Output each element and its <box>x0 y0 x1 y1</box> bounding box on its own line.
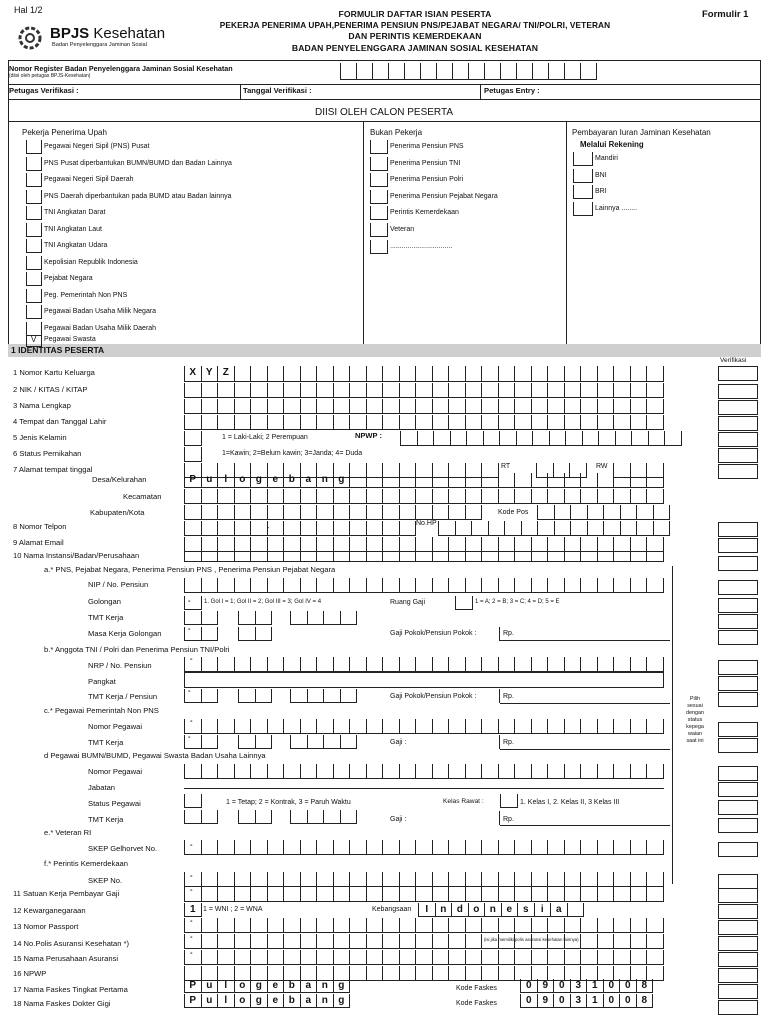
nomor-d-cells[interactable] <box>184 764 664 779</box>
verifikasi-box[interactable] <box>718 842 758 857</box>
verifikasi-box[interactable] <box>718 614 758 629</box>
pay-option-2: BNI <box>595 172 607 179</box>
bpjs-logo <box>18 26 42 50</box>
rt-label: RT <box>501 463 511 470</box>
checkbox-pay-3[interactable] <box>573 185 593 199</box>
skep-f-cells[interactable] <box>184 872 664 887</box>
sub-e-title: e.* Veteran RI <box>44 828 92 837</box>
ttl-cells[interactable] <box>184 415 664 430</box>
ppu-option-13: Pegawai Swasta <box>44 336 96 343</box>
field-asuransi: 15 Nama Perusahaan Asuransi <box>13 954 119 963</box>
checkbox-ppu-5[interactable] <box>26 206 42 220</box>
masa-label: Masa Kerja Golongan <box>88 629 162 638</box>
verifikasi-box[interactable] <box>718 738 758 753</box>
verifikasi-box[interactable] <box>718 722 758 737</box>
verifikasi-box[interactable] <box>718 800 758 815</box>
field-nik: 2 NIK / KITAS / KITAP <box>13 385 88 394</box>
diisi-oleh-label: DIISI OLEH CALON PESERTA <box>314 107 453 118</box>
telp-dash: - <box>267 523 270 532</box>
kebangsaan-cells[interactable]: I n d o n e s i a <box>418 903 584 917</box>
sp-note: 1=Kawin; 2=Belum kawin; 3=Janda; 4= Duda <box>222 450 363 457</box>
skep-f-label: SKEP No. <box>88 876 123 885</box>
ruang-cell[interactable] <box>455 596 473 610</box>
rw-label: RW <box>596 463 608 470</box>
ppu-option-12: Pegawai Badan Usaha Milik Daerah <box>44 325 157 332</box>
nrp-cells[interactable] <box>184 654 664 672</box>
kab-cells[interactable] <box>184 505 482 520</box>
npwp-cells[interactable] <box>400 431 682 446</box>
field-telp: 8 Nomor Telpon <box>13 522 67 531</box>
verifikasi-box[interactable] <box>718 984 758 999</box>
rp-d: Rp. <box>503 816 514 823</box>
sub-d-title: d Pegawai BUMN/BUMD, Pegawai Swasta Badan Usaha Lainnya <box>44 751 266 760</box>
field-nama: 3 Nama Lengkap <box>13 401 71 410</box>
nrp-label: NRP / No. Pensiun <box>88 661 152 670</box>
kk-cells[interactable]: X Y Z <box>184 366 664 382</box>
checkbox-ppu-4[interactable] <box>26 190 42 204</box>
jk-note: 1 = Laki-Laki; 2 Perempuan <box>222 434 308 441</box>
skep-e-label: SKEP Gelhorvet No. <box>88 844 158 853</box>
nohp-cells[interactable] <box>438 521 670 536</box>
verifikasi-box[interactable] <box>718 400 758 415</box>
pilih-line: waian <box>687 731 703 737</box>
passport-cells[interactable] <box>184 918 664 933</box>
petugas-entry: Petugas Entry : <box>484 86 540 95</box>
checkbox-ppu-1[interactable] <box>26 140 42 154</box>
checkbox-pay-4[interactable] <box>573 202 593 216</box>
verifikasi-box[interactable] <box>718 936 758 951</box>
verifikasi-box[interactable] <box>718 874 758 889</box>
checkbox-ppu-6[interactable] <box>26 223 42 237</box>
tmt-b-label: TMT Kerja / Pensiun <box>88 692 158 701</box>
npwp-label: NPWP : <box>355 431 382 440</box>
ruang-note: 1 = A; 2 = B; 3 = C; 4 = D; 5 = E <box>475 599 560 605</box>
nomor-d-label: Nomor Pegawai <box>88 767 143 776</box>
skep-e-cells[interactable] <box>184 840 664 855</box>
kode-faskes2-cells[interactable]: 0 9 0 3 1 0 0 8 <box>520 994 653 1008</box>
ppu-option-10: Peg. Pemerintah Non PNS <box>44 292 128 299</box>
tmt-d-mm[interactable] <box>238 810 272 824</box>
gol-note: 1. Gol I = 1; Gol II = 2; Gol III = 3; Gol IV = 4 <box>204 599 322 605</box>
checkbox-bp-6[interactable] <box>370 223 388 237</box>
verifikasi-box[interactable] <box>718 968 758 983</box>
masa-dash: - <box>188 624 191 633</box>
form-title-1: FORMULIR DAFTAR ISIAN PESERTA <box>338 9 492 19</box>
sp-cell[interactable] <box>184 447 202 462</box>
bp-option-7: ................................ <box>390 243 453 250</box>
nip-cells[interactable] <box>184 578 664 593</box>
gaji-a-label: Gaji Pokok/Pensiun Pokok : <box>390 630 477 637</box>
pilih-line: kepega <box>686 724 704 730</box>
pilih-line: Pilih <box>689 696 701 702</box>
verifikasi-box[interactable] <box>718 920 758 935</box>
pilih-line: saat ini <box>686 738 704 744</box>
field-npwp: 16 NPWP <box>13 969 47 978</box>
gaji-d-label: Gaji : <box>390 816 407 823</box>
sub-c-title: c.* Pegawai Pemerintah Non PNS <box>44 706 159 715</box>
verifikasi-box[interactable] <box>718 766 758 781</box>
ruang-label: Ruang Gaji <box>390 599 426 606</box>
verifikasi-box[interactable] <box>718 1000 758 1015</box>
faskes1-cells[interactable]: P u l o g e b a n g <box>184 979 350 993</box>
checkbox-ppu-10[interactable] <box>26 289 42 303</box>
rp-a: Rp. <box>503 630 514 637</box>
checkbox-ppu-3[interactable] <box>26 173 42 187</box>
checkbox-bp-5[interactable] <box>370 206 388 220</box>
checkbox-ppu-2[interactable] <box>26 157 42 171</box>
payment-subtitle: Melalui Rekening <box>580 140 644 149</box>
checkbox-bp-3[interactable] <box>370 173 388 187</box>
verifikasi-box[interactable] <box>718 432 758 447</box>
verifikasi-box[interactable] <box>718 660 758 675</box>
tmt-d-dd[interactable] <box>184 810 218 824</box>
form-title-3: DAN PERINTIS KEMERDEKAAN <box>348 31 482 41</box>
checkbox-pay-2[interactable] <box>573 169 593 183</box>
verifikasi-box[interactable] <box>718 888 758 903</box>
verifikasi-label: Verifikasi <box>720 357 747 364</box>
field-alamat: 7 Alamat tempat tinggal <box>13 465 93 474</box>
field-jk: 5 Jenis Kelamin <box>13 433 67 442</box>
bp-option-1: Penerima Pensiun PNS <box>390 143 464 150</box>
kode-faskes-1-label: Kode Faskes <box>456 985 497 992</box>
kec-cells[interactable] <box>184 489 664 504</box>
gol-dash: - <box>188 596 191 605</box>
verifikasi-box[interactable] <box>718 556 758 571</box>
kewarganegaraan-cell[interactable]: 1 <box>184 903 202 917</box>
field-faskes2: 18 Nama Faskes Dokter Gigi <box>13 999 111 1008</box>
kodepos-label: Kode Pos <box>498 509 529 516</box>
verifikasi-box[interactable] <box>718 416 758 431</box>
page-number: Hal 1/2 <box>14 5 43 15</box>
nrp-dash: - <box>190 654 193 663</box>
sub-a-title: a.* PNS, Pejabat Negara, Penerima Pensiun PNS , Penerima Pensiun Pejabat Negara <box>44 565 336 574</box>
form-title-2: PEKERJA PENERIMA UPAH,PENERIMA PENSIUN PNS/PEJABAT NEGARA/ TNI/POLRI, VETERAN <box>219 20 611 30</box>
jabatan-label: Jabatan <box>88 783 116 792</box>
ppu-option-11: Pegawai Badan Usaha Milik Negara <box>44 308 157 315</box>
polis-note: (isi jika memiliki polis asuransi kesehatan lainnya) <box>484 937 579 942</box>
checked-mark: V <box>31 335 37 344</box>
checkbox-bp-7[interactable] <box>370 240 388 254</box>
verifikasi-box[interactable] <box>718 818 758 833</box>
satker-cells[interactable] <box>184 887 664 902</box>
pilih-line: status <box>687 717 703 723</box>
kode-faskes-2-label: Kode Faskes <box>456 1000 497 1007</box>
pilih-line: dengan <box>686 710 704 716</box>
desa-label: Desa/Kelurahan <box>92 475 147 484</box>
asuransi-dash: - <box>190 948 193 957</box>
tmt-b-mm[interactable] <box>238 689 272 703</box>
verifikasi-box[interactable] <box>718 598 758 613</box>
pay-option-4: Lainnya ........ <box>595 205 638 212</box>
gol-label: Golongan <box>88 597 121 606</box>
tmt-c-yy[interactable] <box>290 735 357 749</box>
checkbox-ppu-9[interactable] <box>26 272 42 286</box>
kab-label: Kabupaten/Kota <box>90 508 145 517</box>
checkbox-ppu-8[interactable] <box>26 256 42 270</box>
bp-title: Bukan Pekerja <box>370 128 423 137</box>
kelas-note: 1. Kelas I, 2. Kelas II, 3 Kelas III <box>520 799 620 806</box>
wni-note: 1 = WNI ; 2 = WNA <box>203 906 263 913</box>
verifikasi-box[interactable] <box>718 384 758 399</box>
nama-cells[interactable] <box>184 399 664 414</box>
gaji-b-label: Gaji Pokok/Pensiun Pokok : <box>390 693 477 700</box>
form-title-4: BADAN PENYELENGGARA JAMINAN SOSIAL KESEHATAN <box>291 43 539 53</box>
pangkat-label: Pangkat <box>88 677 116 686</box>
bp-option-4: Penerima Pensiun Pejabat Negara <box>390 193 498 200</box>
rp-b: Rp. <box>503 693 514 700</box>
brand-name: BPJS Kesehatan <box>50 25 166 42</box>
pay-option-1: Mandiri <box>595 155 618 162</box>
ppu-option-8: Kepolisian Republik Indonesia <box>44 259 138 266</box>
register-note: (diisi oleh petugas BPJS-Kesehatan) <box>9 73 91 79</box>
verifikasi-box[interactable] <box>718 692 758 707</box>
asuransi-cells[interactable] <box>184 950 664 965</box>
tmt-a-dd[interactable] <box>184 611 218 625</box>
petugas-verifikasi: Petugas Verifikasi : <box>9 86 79 95</box>
tmt-d-label: TMT Kerja <box>88 815 124 824</box>
sub-f-title: f.* Perintis Kemerdekaan <box>44 859 128 868</box>
ppu-option-4: PNS Daerah diperbantukan pada BUMD atau Badan lainnya <box>44 193 232 200</box>
ppu-option-5: TNI Angkatan Darat <box>44 209 106 216</box>
nip-label: NIP / No. Pensiun <box>88 580 149 589</box>
verifikasi-box[interactable] <box>718 538 758 553</box>
verifikasi-box[interactable] <box>718 464 758 479</box>
bp-option-2: Penerima Pensiun TNI <box>390 160 461 167</box>
field-passport: 13 Nomor Passport <box>13 922 79 931</box>
field-sp: 6 Status Pernikahan <box>13 449 82 458</box>
nohp-label: No.HP <box>416 520 437 527</box>
checkbox-ppu-11[interactable] <box>26 305 42 319</box>
pilih-note <box>680 696 710 745</box>
field-faskes1: 17 Nama Faskes Tingkat Pertama <box>13 985 128 994</box>
gaji-c-label: Gaji : <box>390 739 407 746</box>
brand-subtitle: Badan Penyelenggara Jaminan Sosial <box>52 42 147 48</box>
tanggal-verifikasi: Tanggal Verifikasi : <box>243 86 312 95</box>
checkbox-bp-4[interactable] <box>370 190 388 204</box>
bp-option-3: Penerima Pensiun Polri <box>390 176 464 183</box>
nomor-c-label: Nomor Pegawai <box>88 722 143 731</box>
polis-cells[interactable] <box>184 934 664 949</box>
register-label: Nomor Register Badan Penyelenggara Jaminan Sosial Kesehatan <box>9 64 233 73</box>
ppu-title: Pekerja Penerima Upah <box>22 128 107 137</box>
tmt-d-yy[interactable] <box>290 810 357 824</box>
register-number-cells[interactable] <box>340 63 597 80</box>
field-polis: 14 No.Polis Asuransi Kesehatan *) <box>13 939 130 948</box>
tmt-a-label: TMT Kerja <box>88 613 124 622</box>
payment-title: Pembayaran Iuran Jaminan Kesehatan <box>572 128 711 137</box>
checkbox-pay-1[interactable] <box>573 152 593 166</box>
instansi-cells[interactable] <box>184 550 664 562</box>
verifikasi-box[interactable] <box>718 366 758 381</box>
pilih-line: sesuai <box>687 703 703 709</box>
form-number: Formulir 1 <box>702 9 749 20</box>
field-ttl: 4 Tempat dan Tanggal Lahir <box>13 417 107 426</box>
checkbox-bp-2[interactable] <box>370 157 388 171</box>
verifikasi-box[interactable] <box>718 676 758 691</box>
pay-option-3: BRI <box>595 188 607 195</box>
field-kk: 1 Nomor Kartu Keluarga <box>13 368 95 377</box>
verifikasi-box[interactable] <box>718 630 758 645</box>
ppu-option-3: Pegawai Negeri Sipil Daerah <box>44 176 134 183</box>
status-label: Status Pegawai <box>88 799 141 808</box>
ppu-option-7: TNI Angkatan Udara <box>44 242 108 249</box>
verifikasi-box[interactable] <box>718 952 758 967</box>
bp-option-5: Perintis Kemerdekaan <box>390 209 459 216</box>
skepf-dash: - <box>190 871 193 880</box>
gol-cell[interactable] <box>184 596 202 610</box>
nik-cells[interactable] <box>184 383 664 398</box>
kodepos-cells[interactable] <box>537 505 670 520</box>
tmt-c-label: TMT Kerja <box>88 738 124 747</box>
rp-c: Rp. <box>503 739 514 746</box>
section-1-title: 1 IDENTITAS PESERTA <box>11 345 105 355</box>
field-satker: 11 Satuan Kerja Pembayar Gaji <box>13 889 120 898</box>
bp-option-6: Veteran <box>390 226 415 233</box>
desa-cells[interactable]: P u l o g e b a n g <box>184 473 664 488</box>
skepe-dash: - <box>190 840 193 849</box>
status-note: 1 = Tetap; 2 = Kontrak, 3 = Paruh Waktu <box>226 799 351 806</box>
kelas-label: Kelas Rawat : <box>443 798 484 805</box>
field-email: 9 Alamat Email <box>13 538 64 547</box>
tmt-b-yy[interactable] <box>290 689 357 703</box>
tmtb-dash: - <box>188 686 191 695</box>
kelas-cell[interactable] <box>500 794 518 808</box>
status-cell[interactable] <box>184 794 202 808</box>
jk-cell[interactable] <box>184 431 202 446</box>
field-kewarganegaraan: 12 Kewarganegaraan <box>13 906 86 915</box>
passport-dash: - <box>190 916 193 925</box>
ppu-option-1: Pegawai Negeri Sipil (PNS) Pusat <box>44 143 150 150</box>
verifikasi-box[interactable] <box>718 782 758 797</box>
masa-cells2[interactable] <box>238 627 272 641</box>
section-1-bar <box>8 344 761 357</box>
nomorc-dash: - <box>190 716 193 725</box>
kode-faskes1-cells[interactable]: 0 9 0 3 1 0 0 8 <box>520 979 653 993</box>
tmt-a-mm[interactable] <box>238 611 272 625</box>
field-instansi: 10 Nama Instansi/Badan/Perusahaan <box>13 551 140 560</box>
verifikasi-box[interactable] <box>718 448 758 463</box>
tmt-a-yy[interactable] <box>290 611 357 625</box>
nomor-c-cells[interactable] <box>184 716 664 734</box>
faskes2-cells[interactable]: P u l o g e b a n g <box>184 994 350 1008</box>
tmt-c-mm[interactable] <box>238 735 272 749</box>
checkbox-ppu-7[interactable] <box>26 239 42 253</box>
tmtc-dash: - <box>188 732 191 741</box>
ppu-option-9: Pejabat Negara <box>44 275 93 282</box>
checkbox-bp-1[interactable] <box>370 140 388 154</box>
verifikasi-box[interactable] <box>718 580 758 595</box>
polis-dash: - <box>190 932 193 941</box>
satker-dash: - <box>190 885 193 894</box>
verifikasi-box[interactable] <box>718 522 758 537</box>
ppu-option-2: PNS Pusat diperbantukan BUMN/BUMD dan Badan Lainnya <box>44 160 232 167</box>
kec-label: Kecamatan <box>123 492 162 501</box>
sub-b-title: b.* Anggota TNI / Polri dan Penerima Pensiun TNI/Polri <box>44 645 230 654</box>
verifikasi-box[interactable] <box>718 904 758 919</box>
ppu-option-6: TNI Angkatan Laut <box>44 226 102 233</box>
telp-cells[interactable] <box>184 521 416 536</box>
kebangsaan-label: Kebangsaan <box>372 906 412 913</box>
